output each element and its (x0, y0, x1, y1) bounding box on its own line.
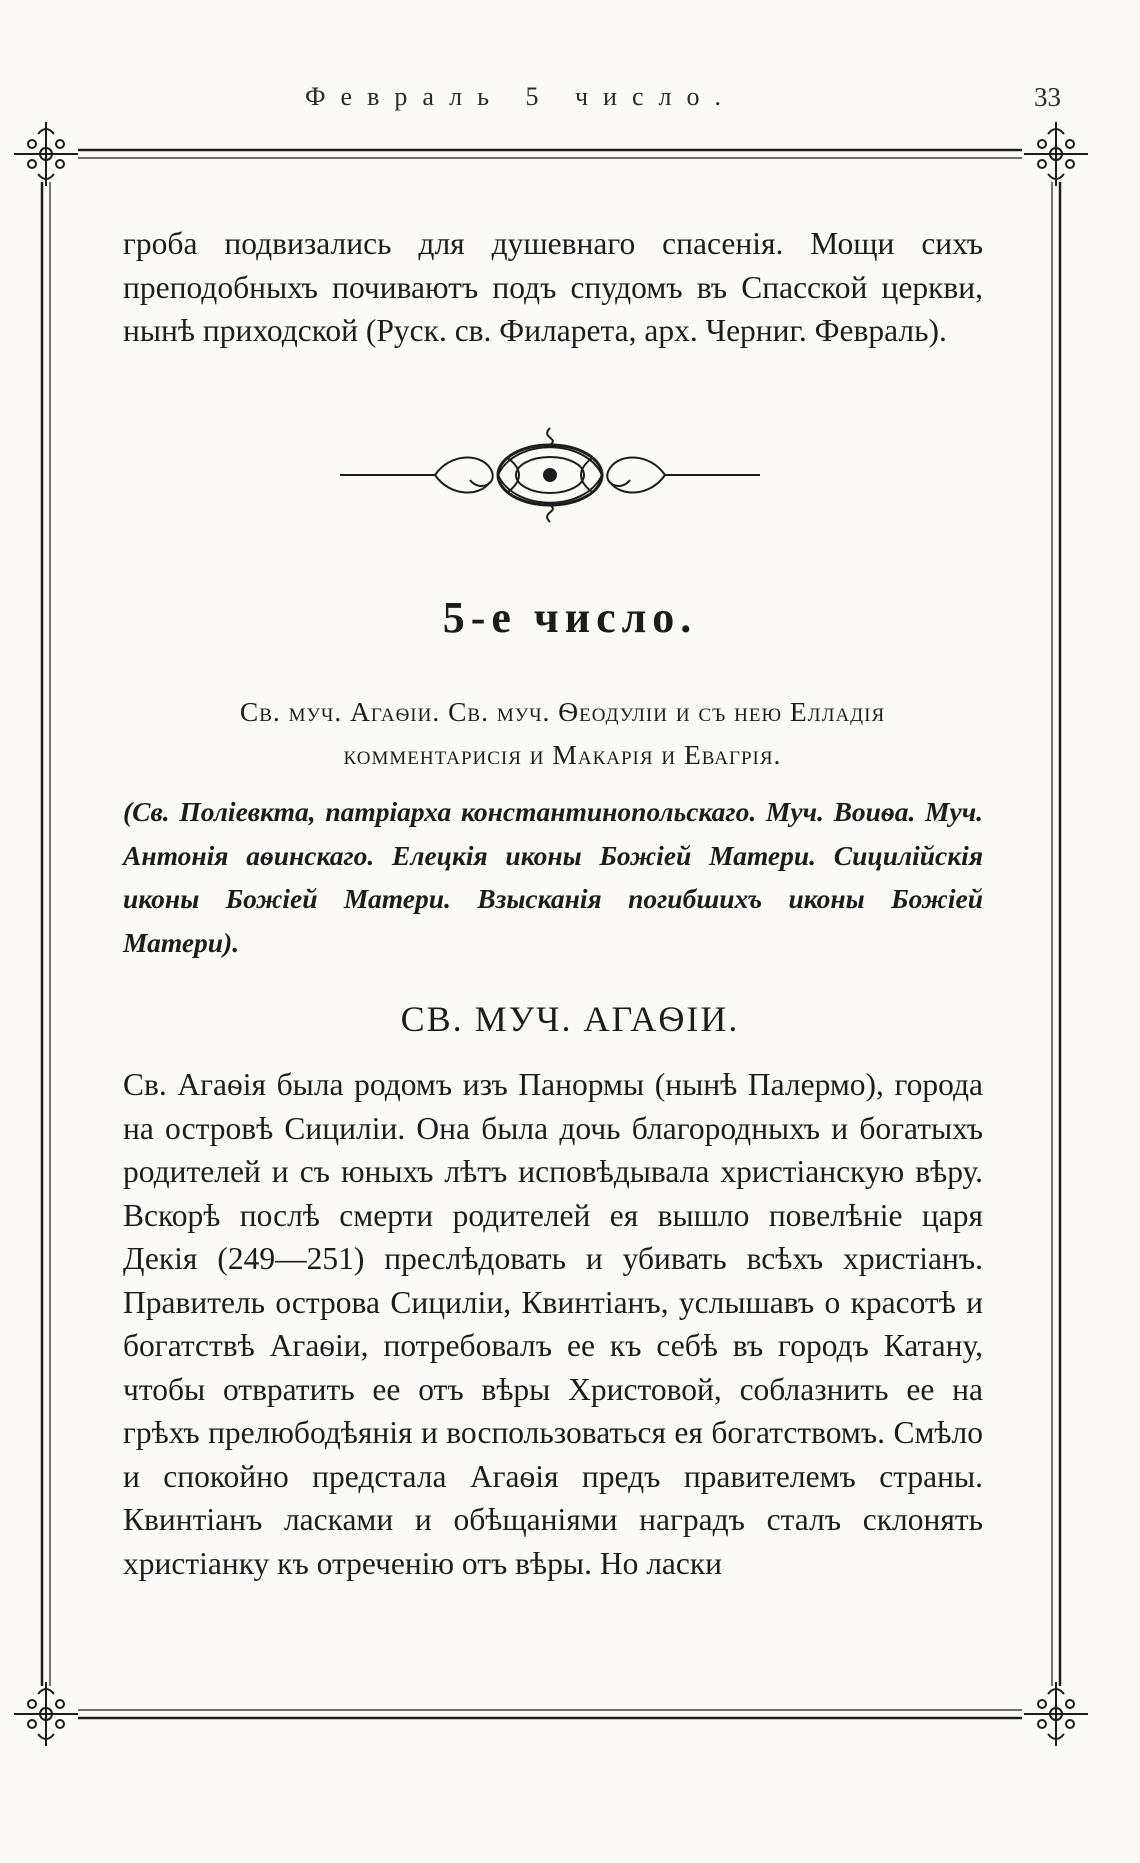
day-title: 5-е число. (442, 593, 698, 642)
running-title: Февраль 5 число. (305, 82, 736, 111)
continuation-block (123, 222, 983, 353)
continuation-paragraph: гроба подвизались для душевнаго спасенія. Мощи сихъ преподобныхъ почиваютъ подъ спудомъ въ Спасской церкви, нынѣ приходской (Руск. св. Филарета, арх. Черниг. Февраль). (123, 226, 983, 348)
saints-list-line-2: комментарисія и Макарія и Евагрія. (343, 739, 782, 770)
commemorations-paragraph: (Св. Поліевкта, патріарха константинопольскаго. Муч. Воиѳа. Муч. Антонія аѳинскаго. Елецкія иконы Божіей Матери. Сицилійскія иконы Божіей Матери. Взысканія погибшихъ иконы Божіей Матери). (123, 796, 983, 958)
page-number: 33 (1034, 82, 1061, 112)
saints-list-line-1: Св. муч. Агаѳіи. Св. муч. Ѳеодуліи и съ нею Елладія (239, 696, 886, 727)
saints-list (140, 690, 985, 776)
running-head (0, 82, 1140, 122)
scroll-fleuron-icon (330, 418, 770, 528)
body-paragraph: Св. Агаѳія была родомъ изъ Панормы (нынѣ Палермо), города на островѣ Сициліи. Она была дочь благородныхъ и богатыхъ родителей и съ юныхъ лѣтъ исповѣдывала христіанскую вѣру. Вскорѣ послѣ смерти родителей ея вышло повелѣніе царя Декія (249—251) преслѣдовать и убивать всѣхъ христіанъ. Правитель острова Сициліи, Квинтіанъ, услышавъ о красотѣ и богатствѣ Агаѳіи, потребовалъ ее къ себѣ въ городъ Катану, чтобы отвратить ее отъ вѣры Христовой, соблазнить ее на грѣхъ прелюбодѣянія и воспользоваться ея богатствомъ. Смѣло и спокойно предстала Агаѳія предъ правителемъ страны. Квинтіанъ ласками и обѣщаніями наградъ сталъ склонять христіанку къ отреченію отъ вѣры. Но ласки (123, 1067, 983, 1581)
body-text-block (123, 1063, 983, 1585)
section-heading: СВ. МУЧ. АГАѲІИ. (400, 999, 740, 1039)
